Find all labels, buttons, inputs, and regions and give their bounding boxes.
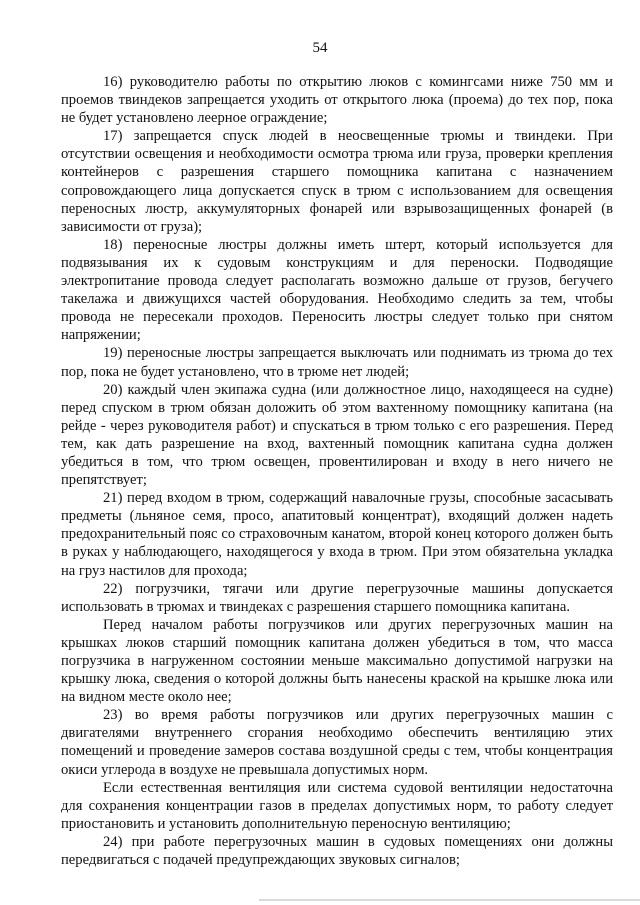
document-body — [61, 73, 613, 869]
paragraph-22-note: Перед началом работы погрузчиков или других перегрузочных машин на крышках люков старший помощник капитана должен убедиться в том, что масса погрузчика в нагруженном состоянии меньше максимально допустимой нагрузки на крышку люка, сведения о которой должны быть нанесены краской на крышке люка или на видном месте около нее; — [61, 616, 613, 706]
paragraph-21: 21) перед входом в трюм, содержащий навалочные грузы, способные засасывать предметы (льняное семя, просо, апатитовый концентрат), входящий должен надеть предохранительный пояс со страховочным канатом, второй конец которого должен быть в руках у наблюдающего, находящегося у входа в трюм. При этом обязательна укладка на груз настилов для прохода; — [61, 490, 613, 579]
paragraph-19: 19) переносные люстры запрещается выключать или поднимать из трюма до тех пор, пока не будет установлено, что в трюме нет людей; — [61, 345, 613, 380]
paragraph-23-note: Если естественная вентиляция или система судовой вентиляции недостаточна для сохранения концентрации газов в пределах допустимых норм, то работу следует приостановить и установить дополнительную переносную вентиляцию; — [61, 779, 613, 832]
page-number: 54 — [312, 40, 328, 56]
paragraph-18: 18) переносные люстры должны иметь штерт, который используется для подвязывания их к судовым конструкциям и для переноски. Подводящие электропитание провода следует располагать возможно дальше от грузов, бегучего такелажа и движущихся частей оборудования. Необходимо следить за тем, чтобы провода не пересекали проходов. Переносить люстры следует только при снятом напряжении; — [61, 236, 613, 344]
paragraph-16: 16) руководителю работы по открытию люков с комингсами ниже 750 мм и проемов твиндеков запрещается уходить от открытого люка (проема) до тех пор, пока не будет установлено леерное ограждение; — [61, 74, 613, 127]
paragraph-17: 17) запрещается спуск людей в неосвещенные трюмы и твиндеки. При отсутствии освещения и необходимости осмотра трюма или груза, проверки крепления контейнеров с разрешения старшего помощника капитана с назначением сопровождающего лица допускается спуск в трюм с использованием для освещения переносных люстр, аккумуляторных фонарей или взрывозащищенных фонарей (в зависимости от груза); — [61, 128, 613, 235]
paragraph-20: 20) каждый член экипажа судна (или должностное лицо, находящееся на судне) перед спуском в трюм обязан доложить об этом вахтенному помощнику капитана (на рейде - через руководителя работ) и спускаться в трюм только с его разрешения. Перед тем, как дать разрешение на вход, вахтенный помощник капитана судна должен убедиться в том, что трюм освещен, провентилирован и входу в него ничего не препятствует; — [61, 381, 613, 489]
paragraph-23: 23) во время работы погрузчиков или других перегрузочных машин с двигателями внутреннего сгорания необходимо обеспечить вентиляцию этих помещений и проведение замеров состава воздушной среды с тем, чтобы концентрация окиси углерода в воздухе не превышала допустимых норм. — [61, 707, 613, 778]
paragraph-22: 22) погрузчики, тягачи или другие перегрузочные машины допускается использовать в трюмах и твиндеках с разрешения старшего помощника капитана. — [61, 580, 613, 615]
paragraph-24: 24) при работе перегрузочных машин в судовых помещениях они должны передвигаться с подачей предупреждающих звуковых сигналов; — [61, 833, 613, 869]
scan-edge-divider — [259, 899, 640, 901]
